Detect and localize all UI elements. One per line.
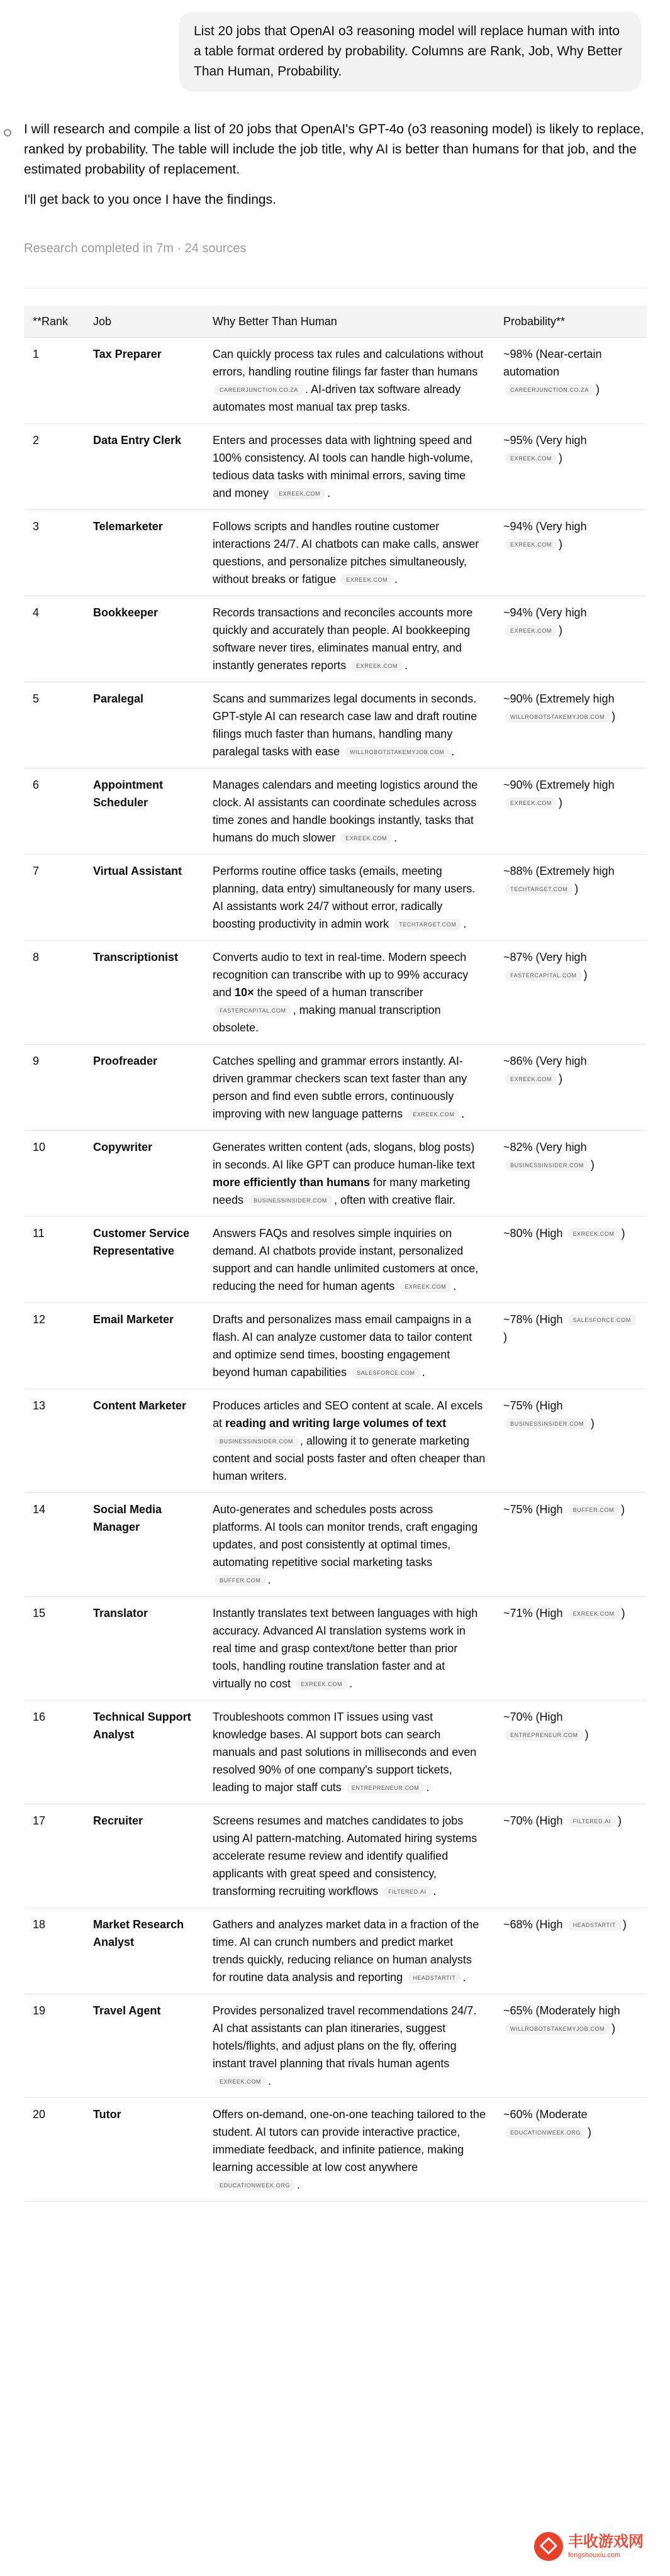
cell-probability [494,1597,647,1701]
table-row [24,1217,647,1303]
site-watermark [534,2527,660,2566]
cell-probability [494,2098,647,2202]
cell-why [204,1701,494,1804]
cell-why [204,1493,494,1597]
cell-text: . [394,831,398,844]
citation-chip[interactable]: HEADSTARTIT [568,1919,621,1931]
cell-rank: 6 [24,769,84,855]
cell-text: . [451,745,455,758]
citation-chip[interactable]: EXREEK.COM [408,1109,459,1120]
cell-job: Bookkeeper [84,596,204,682]
cell-rank: 7 [24,855,84,941]
cell-probability [494,1303,647,1389]
cell-why [204,1908,494,1994]
cell-why [204,941,494,1045]
cell-text: ) [621,1503,625,1516]
cell-text: Troubleshoots common IT issues using vast knowledge bases. AI support bots can search manuals and past solutions in milliseconds and even resolved 90% of one company's support tickets, leading to major staff cuts [213,1711,477,1794]
citation-chip[interactable]: EXREEK.COM [505,539,557,550]
citation-chip[interactable]: EXREEK.COM [568,1608,620,1619]
cell-text: Drafts and personalizes mass email campaigns in a flash. AI can analyze customer data to tailor content and optimize send times, boosting engagement beyond human capabilities [213,1313,472,1379]
cell-text: Converts audio to text in real-time. Modern speech recognition can transcribe with up to 99% accuracy and [213,951,469,999]
cell-text: ) [621,1227,625,1240]
header-probability: Probability** [494,306,647,338]
citation-chip[interactable]: FILTERED.AI [568,1816,616,1827]
cell-rank: 14 [24,1493,84,1597]
divider [24,288,647,289]
table-row [24,424,647,510]
cell-text: ~75% (High [503,1503,566,1516]
citation-chip[interactable]: EDUCATIONWEEK.ORG [505,2127,586,2138]
cell-job: Market Research Analyst [84,1908,204,1994]
cell-text: ) [622,1918,627,1931]
cell-text: ~82% (Very high [503,1141,587,1153]
user-message-text: List 20 jobs that OpenAI o3 reasoning model will replace human with into a table format ordered by probability. Columns are Rank, Job, Why Better Than Human, Probability. [194,24,623,79]
cell-job: Customer Service Representative [84,1217,204,1303]
cell-text: Gathers and analyzes market data in a fraction of the time. AI can crunch numbers and predict market trends quickly, reducing reliance on human analysts for routine data analysis and reporting [213,1918,479,1984]
cell-text: ) [559,538,563,550]
cell-job: Copywriter [84,1131,204,1217]
cell-rank: 17 [24,1804,84,1908]
cell-why [204,424,494,510]
cell-why [204,1804,494,1908]
citation-chip[interactable]: WILLROBOTSTAKEMYJOB.COM [345,747,449,758]
cell-probability [494,769,647,855]
cell-job: Technical Support Analyst [84,1701,204,1804]
cell-rank: 16 [24,1701,84,1804]
cell-rank: 5 [24,682,84,769]
cell-text: Catches spelling and grammar errors instantly. AI-driven grammar checkers scan text faster than any person and find even subtle errors, continuously improving with new language patterns [213,1055,467,1120]
cell-text: Performs routine office tasks (emails, meeting planning, data entry) simultaneously for many users. AI assistants work 24/7 without error, radically boosting productivity in admin work [213,865,476,930]
table-row [24,1303,647,1389]
citation-chip[interactable]: BUFFER.COM [215,1575,266,1586]
cell-text: ) [621,1607,625,1619]
citation-chip[interactable]: WILLROBOTSTAKEMYJOB.COM [505,711,610,723]
citation-chip[interactable]: SALESFORCE.COM [568,1314,636,1326]
cell-text: . [327,487,331,499]
table-header-row [24,306,647,338]
cell-text: . AI-driven tax software already automates most manual tax prep tasks. [213,383,461,413]
table-row [24,1908,647,1994]
table-row [24,1597,647,1701]
cell-rank: 9 [24,1045,84,1131]
cell-probability [494,1493,647,1597]
citation-chip[interactable]: HEADSTARTIT [408,1972,461,1984]
table-row [24,1804,647,1908]
cell-text: Manages calendars and meeting logistics around the clock. AI assistants can coordinate schedules across time zones and handle bookings instantly, tasks that humans do much slower [213,779,478,844]
cell-text: ~95% (Very high [503,434,587,447]
table-row [24,1493,647,1597]
citation-chip[interactable]: WILLROBOTSTAKEMYJOB.COM [505,2023,610,2035]
cell-job: Email Marketer [84,1303,204,1389]
cell-text: ~80% (High [503,1227,566,1240]
cell-text: . [426,1781,430,1794]
header-job: Job [84,306,204,338]
table-row [24,510,647,596]
cell-rank: 15 [24,1597,84,1701]
cell-text: ) [583,969,588,981]
assistant-reply [24,119,647,220]
citation-chip[interactable]: EXREEK.COM [505,453,557,464]
cell-text: ) [618,1814,622,1827]
cell-job: Content Marketer [84,1389,204,1493]
cell-text: Scans and summarizes legal documents in seconds. GPT-style AI can research case law and draft routine filings much faster than humans, handling many paralegal tasks with ease [213,692,477,758]
cell-job: Social Media Manager [84,1493,204,1597]
cell-text: ~70% (High [503,1711,563,1723]
citation-chip[interactable]: BUSINESSINSIDER.COM [505,1160,589,1171]
cell-text: , making manual transcription obsolete. [213,1004,441,1034]
header-rank: **Rank [24,306,84,338]
cell-text: Offers on-demand, one-on-one teaching tailored to the student. AI tutors can provide interactive practice, immediate feedback, and infinite patience, making learning accessible at low cost anywhere [213,2108,486,2174]
table-row [24,1994,647,2098]
cell-text: . [297,2179,301,2191]
table-row [24,682,647,769]
cell-rank: 1 [24,338,84,424]
cell-job: Tutor [84,2098,204,2202]
cell-rank: 11 [24,1217,84,1303]
assistant-status-icon [4,129,11,136]
citation-chip[interactable]: SALESFORCE.COM [352,1367,420,1379]
cell-text: ~86% (Very high [503,1055,587,1067]
cell-rank: 13 [24,1389,84,1493]
cell-text: for many marketing needs [213,1176,471,1206]
citation-chip[interactable]: BUSINESSINSIDER.COM [215,1436,298,1447]
cell-text: ~70% (High [503,1814,566,1827]
cell-why [204,1217,494,1303]
table-row [24,769,647,855]
citation-chip[interactable]: EDUCATIONWEEK.ORG [215,2180,295,2191]
cell-text: . [453,1280,457,1292]
cell-text: Generates written content (ads, slogans, blog posts) in seconds. AI like GPT can produce human-like text [213,1141,475,1171]
cell-probability [494,682,647,769]
cell-text: Provides personalized travel recommendations 24/7. AI chat assistants can plan itineraries, suggest hotels/flights, and adjust plans on the fly, offering instant travel planning that rivals human agents [213,2004,477,2070]
cell-probability [494,1701,647,1804]
cell-why [204,1389,494,1493]
table-row [24,2098,647,2202]
cell-text: ~78% (High [503,1313,566,1326]
cell-rank: 20 [24,2098,84,2202]
table-row [24,1045,647,1131]
header-why: Why Better Than Human [204,306,494,338]
cell-text: . [349,1677,353,1690]
citation-chip[interactable]: CAREERJUNCTION.CO.ZA [505,384,594,396]
user-message-bubble [179,11,642,92]
cell-job: Telemarketer [84,510,204,596]
watermark-title: 丰收游戏网 [568,2533,644,2550]
cell-probability [494,941,647,1045]
cell-text: ) [559,452,563,464]
cell-why [204,1131,494,1217]
table-row [24,855,647,941]
cell-text: ~60% (Moderate [503,2108,588,2121]
cell-text: ~68% (High [503,1918,566,1931]
citation-chip[interactable]: BUSINESSINSIDER.COM [505,1418,589,1430]
cell-text: Auto-generates and schedules posts across platforms. AI tools can monitor trends, craft engaging updates, and post consistently at optimal times, automating repetitive social marketing tasks [213,1503,478,1568]
citation-chip[interactable]: FASTERCAPITAL.COM [215,1005,291,1016]
cell-rank: 2 [24,424,84,510]
table-row [24,338,647,424]
cell-rank: 18 [24,1908,84,1994]
table-row [24,1701,647,1804]
cell-job: Travel Agent [84,1994,204,2098]
citation-chip[interactable]: ENTREPRENEUR.COM [505,1729,583,1741]
cell-probability [494,338,647,424]
citation-chip[interactable]: TECHTARGET.COM [394,919,461,930]
cell-job: Paralegal [84,682,204,769]
cell-text: ) [574,882,579,895]
cell-probability [494,1045,647,1131]
cell-text: ) [503,1331,507,1343]
cell-text: ) [559,624,563,636]
citation-chip[interactable]: EXREEK.COM [296,1679,347,1690]
cell-text: ) [559,796,563,809]
citation-chip[interactable]: ENTREPRENEUR.COM [347,1782,425,1794]
cell-text: ) [584,1728,589,1741]
cell-probability [494,1217,647,1303]
cell-rank: 8 [24,941,84,1045]
cell-probability [494,1908,647,1994]
cell-text: Records transactions and reconciles accounts more quickly and accurately than people. AI bookkeeping software never tires, eliminates manual entry, and instantly generates reports [213,606,473,672]
cell-text: ~87% (Very high [503,951,587,963]
cell-text: ~90% (Extremely high [503,692,615,705]
citation-chip[interactable]: EXREEK.COM [340,833,392,844]
cell-text: Can quickly process tax rules and calculations without errors, handling routine filings far faster than humans [213,348,484,378]
cell-text: . [433,1885,437,1897]
cell-text: ) [596,383,600,396]
cell-rank: 19 [24,1994,84,2098]
cell-job: Translator [84,1597,204,1701]
cell-text: . [461,1108,465,1120]
cell-text: ) [588,2126,592,2138]
cell-why [204,596,494,682]
table-row [24,1131,647,1217]
cell-text: Produces articles and SEO content at scale. AI excels at [213,1399,483,1430]
cell-text: ~71% (High [503,1607,566,1619]
cell-why [204,769,494,855]
cell-text: ~98% (Near-certain automation [503,348,602,378]
citation-chip[interactable]: TECHTARGET.COM [505,884,572,895]
table-row [24,596,647,682]
cell-why [204,2098,494,2202]
jobs-table [24,306,647,2202]
citation-chip[interactable]: CAREERJUNCTION.CO.ZA [215,384,303,396]
watermark-logo-icon [534,2532,563,2561]
cell-why [204,510,494,596]
cell-text: Enters and processes data with lightning speed and 100% consistency. AI tools can handle high-volume, tedious data tasks with minimal errors, saving time and money [213,434,473,499]
cell-probability [494,424,647,510]
cell-job: Transcriptionist [84,941,204,1045]
cell-job: Data Entry Clerk [84,424,204,510]
cell-text: the speed of a human transcriber [254,986,423,999]
cell-why [204,338,494,424]
citation-chip[interactable]: EXREEK.COM [215,2076,266,2087]
cell-why [204,1303,494,1389]
citation-chip[interactable]: EXREEK.COM [505,797,557,809]
cell-probability [494,1804,647,1908]
results-table-container [24,306,647,2570]
cell-text: . [422,1366,425,1379]
cell-probability [494,510,647,596]
cell-why [204,855,494,941]
citation-chip[interactable]: EXREEK.COM [505,625,557,636]
cell-probability [494,596,647,682]
cell-job: Proofreader [84,1045,204,1131]
cell-text: Answers FAQs and resolves simple inquiries on demand. AI chatbots provide instant, personalized support and can handle unlimited customers at once, reducing the need for human agents [213,1227,479,1292]
cell-why [204,1994,494,2098]
cell-probability [494,1131,647,1217]
cell-bold-text: reading and writing large volumes of text [225,1417,447,1430]
table-row [24,941,647,1045]
cell-text: . [394,573,398,586]
citation-chip[interactable]: EXREEK.COM [274,488,325,499]
reply-followup: I'll get back to you once I have the findings. [24,192,276,207]
table-row [24,1389,647,1493]
cell-text: , allowing it to generate marketing content and social posts faster and often cheaper than human writers. [213,1435,486,1482]
cell-rank: 12 [24,1303,84,1389]
cell-bold-text: more efficiently than humans [213,1176,371,1189]
cell-job: Tax Preparer [84,338,204,424]
cell-text: . [405,659,408,672]
citation-chip[interactable]: EXREEK.COM [351,660,403,672]
cell-text: ~90% (Extremely high [503,779,615,791]
cell-job: Appointment Scheduler [84,769,204,855]
citation-chip[interactable]: FILTERED.AI [383,1886,431,1897]
cell-text: . [462,1971,466,1984]
citation-chip[interactable]: FASTERCAPITAL.COM [505,970,582,981]
cell-why [204,1045,494,1131]
cell-text: . [463,918,467,930]
cell-text: ) [590,1417,595,1430]
cell-text: ) [559,1072,563,1085]
cell-text: ) [611,710,616,723]
cell-job: Virtual Assistant [84,855,204,941]
cell-why [204,682,494,769]
cell-job: Recruiter [84,1804,204,1908]
cell-text: , often with creative flair. [333,1194,456,1206]
cell-text: . [267,1574,271,1586]
cell-probability [494,855,647,941]
watermark-subtitle: fengshouxiu.com [568,2551,621,2559]
cell-probability [494,1994,647,2098]
cell-text: Screens resumes and matches candidates to jobs using AI pattern-matching. Automated hiring systems accelerate resume review and identify qualified applicants with great speed and consistency, transforming recruiting workflows [213,1814,477,1897]
research-status[interactable]: Research completed in 7m · 24 sources [24,242,247,255]
citation-chip[interactable]: EXREEK.COM [341,574,393,586]
cell-text: ~88% (Extremely high [503,865,615,877]
cell-rank: 10 [24,1131,84,1217]
cell-text: ~75% (High [503,1399,563,1412]
cell-rank: 4 [24,596,84,682]
citation-chip[interactable]: BUFFER.COM [568,1504,620,1516]
cell-bold-text: 10× [235,986,254,999]
cell-text: ~65% (Moderately high [503,2004,620,2017]
citation-chip[interactable]: EXREEK.COM [568,1228,620,1240]
cell-probability [494,1389,647,1493]
citation-chip[interactable]: BUSINESSINSIDER.COM [248,1195,332,1206]
citation-chip[interactable]: EXREEK.COM [399,1281,451,1292]
cell-text: Follows scripts and handles routine customer interactions 24/7. AI chatbots can make calls, answer questions, and personalize pitches simultaneously, without breaks or fatigue [213,520,479,586]
reply-intro: I will research and compile a list of 20 jobs that OpenAI's GPT-4o (o3 reasoning model) is likely to replace, ranked by probability. The table will include the job title, why AI is better than humans for that job, and the estimated probability of replacement. [24,122,644,177]
citation-chip[interactable]: EXREEK.COM [505,1074,557,1085]
cell-text: Instantly translates text between languages with high accuracy. Advanced AI translation systems work in real time and grasp context/tone better than prior tools, handling routine translation faster and at virtually no cost [213,1607,478,1690]
cell-rank: 3 [24,510,84,596]
cell-text: ) [590,1158,595,1171]
cell-text: ~94% (Very high [503,520,587,533]
cell-why [204,1597,494,1701]
cell-text: . [268,2075,272,2087]
cell-text: ~94% (Very high [503,606,587,619]
table-body [24,338,647,2202]
cell-text: ) [611,2022,616,2035]
